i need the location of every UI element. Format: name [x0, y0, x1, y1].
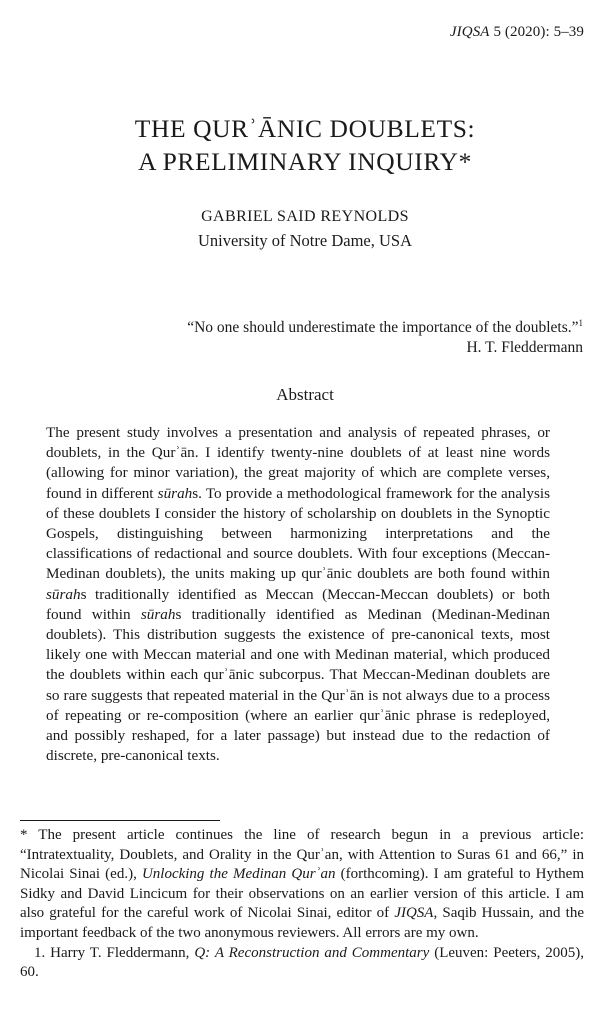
footnote-part: * The present article continues the line of research begun in a previous article: “Intratextuality, Doublets, and Orality in the Qurʾan, with Attention to Suras 61 and 66,” in Nicolai Sinai (ed.), — [20, 827, 584, 883]
footnote-part: (Leuven: Peeters, 2005), 60. — [20, 944, 584, 981]
journal-citation — [450, 24, 584, 41]
article-title — [0, 112, 610, 178]
footnote-divider — [20, 820, 220, 821]
author-name: GABRIEL SAID REYNOLDS — [201, 208, 409, 225]
abstract-text — [46, 423, 550, 766]
footnote-part: (forthcoming). I am grateful to Hythem Sidky and David Lincicum for their observations on an earlier version of this article. I am also grateful for the careful work of Nicolai Sinai, editor of — [20, 866, 584, 922]
abstract-part: The present study involves a presentation and analysis of repeated phrases, or doublets, in the Qurʾān. I identify twenty-nine doublets of at least nine words (allowing for minor variation), the great majority of which are complete verses, found in different — [46, 424, 550, 502]
epigraph-quote-line — [103, 318, 583, 338]
abstract-part: s traditionally identified as Medinan (Medinan-Medinan doublets). This distribution suggests the existence of pre-canonical texts, most likely one with Meccan material and one with Medinan material, which produced the doublets within each qurʾānic subcorpus. That Meccan-Medinan doublets are so rare suggests that repeated material in the Qurʾān is not always due to a process of repeating or re-composition (where an earlier qurʾānic phrase is redeployed, and possibly reshaped, for a later passage) but instead due to the redaction of discrete, pre-canonical texts. — [46, 605, 550, 765]
title-line-1: THE QURʾĀNIC DOUBLETS: — [134, 114, 476, 143]
epigraph-quote: “No one should underestimate the importance of the doublets.” — [187, 319, 579, 336]
abstract-italic-term: sūrah — [46, 585, 81, 603]
abstract-italic-term: sūrah — [140, 605, 176, 623]
footnote-part: 1. Harry T. Fleddermann, — [34, 944, 195, 961]
footnotes — [20, 826, 584, 983]
epigraph — [103, 318, 583, 358]
author-affiliation: University of Notre Dame, USA — [197, 231, 412, 250]
footnote-part: , Saqib Hussain, and the important feedback of the two anonymous reviewers. All errors are my own. — [20, 905, 585, 941]
footnote-book-title: Q: A Reconstruction and Commentary — [194, 944, 430, 961]
footnote-ref-1[interactable]: 1 — [578, 317, 583, 328]
footnote-book-title: Unlocking the Medinan Qurʾan — [141, 866, 336, 883]
title-line-2: A PRELIMINARY INQUIRY* — [138, 147, 472, 176]
footnote-journal-name: JIQSA — [394, 905, 434, 922]
abstract-part: s. To provide a methodological framework for the analysis of these doublets I consider the history of scholarship on doublets in the Synoptic Gospels, distinguishing between harmonizing interpretations and the classifications of redactional and source doublets. With four exceptions (Meccan-Medinan doublets), the units making up qurʾānic doublets are both found within — [46, 484, 550, 583]
journal-name: JIQSA — [449, 24, 490, 40]
footnote-1 — [20, 944, 584, 983]
abstract-part: s traditionally identified as Meccan (Meccan-Meccan doublets) or both found within — [46, 585, 550, 623]
volume-pages: 5 (2020): 5–39 — [493, 24, 584, 40]
abstract-italic-term: sūrah — [157, 484, 193, 502]
epigraph-attribution: H. T. Fleddermann — [466, 339, 583, 356]
abstract-heading: Abstract — [276, 385, 334, 404]
footnote-star — [20, 826, 584, 944]
